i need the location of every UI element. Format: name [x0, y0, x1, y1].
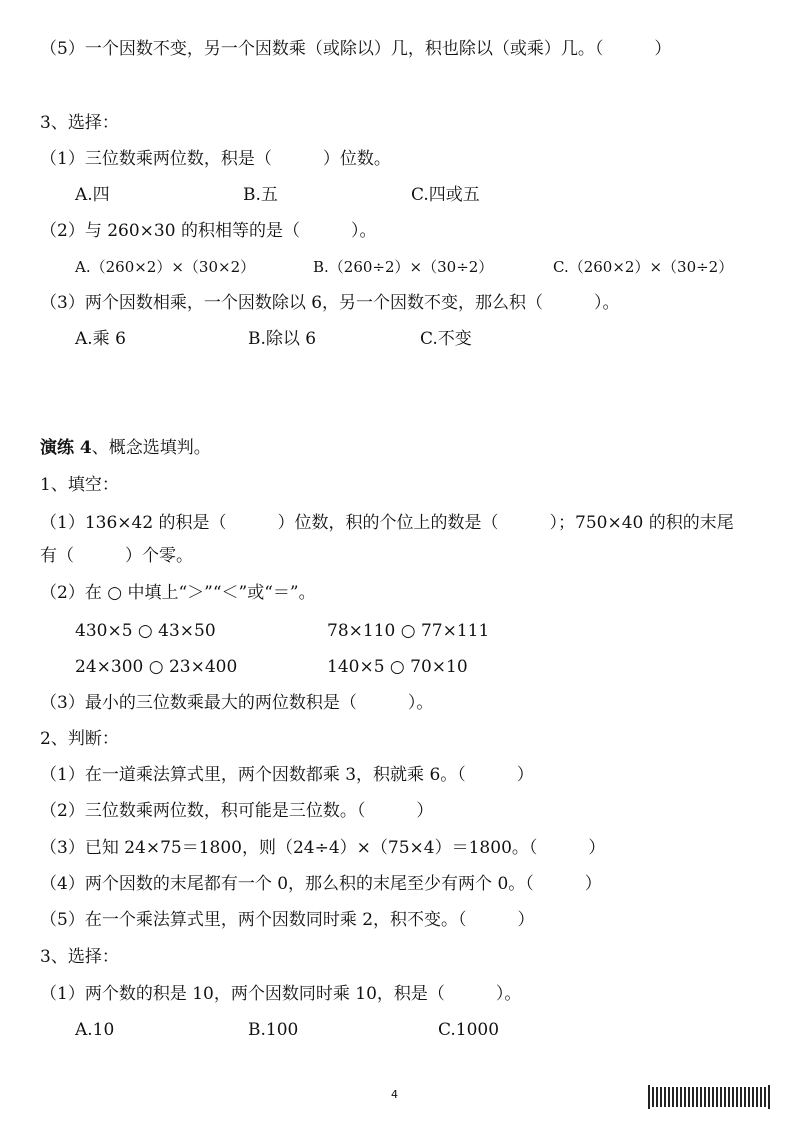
choice-question-1: （1）三位数乘两位数，积是（ ）位数。: [40, 149, 391, 169]
judge-item-4: （4）两个因数的末尾都有一个 0，那么积的末尾至少有两个 0。（ ）: [40, 874, 602, 894]
drill-heading: [40, 437, 211, 459]
fill-question-1-continued: 有（ ）个零。: [40, 546, 193, 566]
compare-item: 78×110 ○ 77×111: [327, 621, 490, 641]
section-judge-heading: 2、判断：: [40, 729, 119, 749]
choice-option-c: C.（260×2）×（30÷2）: [553, 258, 734, 276]
page-number: 4: [391, 1088, 398, 1101]
choice-option-a: A.四: [75, 185, 110, 205]
fill-question-2: （2）在 ○ 中填上“＞”“＜”或“＝”。: [40, 583, 316, 603]
barcode-mark-icon: [648, 1085, 770, 1109]
choice-question-2: （2）与 260×30 的积相等的是（ ）。: [40, 221, 377, 241]
section-choice-heading: 3、选择：: [40, 947, 119, 967]
choice-option-c: C.不变: [420, 329, 472, 349]
judge-item-5: （5）在一个乘法算式里，两个因数同时乘 2，积不变。（ ）: [40, 910, 535, 930]
choice-option-c: C.四或五: [411, 185, 480, 205]
fill-question-3: （3）最小的三位数乘最大的两位数积是（ ）。: [40, 693, 434, 713]
judge-item-5: （5）一个因数不变，另一个因数乘（或除以）几，积也除以（或乘）几。（ ）: [40, 39, 672, 59]
section-choice-heading: 3、选择：: [40, 113, 119, 133]
choice-question-3: （3）两个因数相乘，一个因数除以 6，另一个因数不变，那么积（ ）。: [40, 293, 620, 313]
section-fill-heading: 1、填空：: [40, 475, 119, 495]
drill-title: 、概念选填判。: [91, 438, 211, 458]
drill-number: 演练 4: [40, 438, 92, 458]
choice-option-b: B.除以 6: [248, 329, 317, 349]
choice-option-a: A.10: [75, 1020, 115, 1040]
choice-question-1: （1）两个数的积是 10，两个因数同时乘 10，积是（ ）。: [40, 984, 522, 1004]
choice-option-a: A.乘 6: [75, 329, 126, 349]
compare-item: 140×5 ○ 70×10: [327, 657, 468, 677]
compare-item: 430×5 ○ 43×50: [75, 621, 216, 641]
choice-option-b: B.五: [243, 185, 278, 205]
choice-option-b: B.100: [248, 1020, 299, 1040]
choice-option-b: B.（260÷2）×（30÷2）: [313, 258, 494, 276]
compare-item: 24×300 ○ 23×400: [75, 657, 238, 677]
judge-item-1: （1）在一道乘法算式里，两个因数都乘 3，积就乘 6。（ ）: [40, 765, 534, 785]
choice-option-c: C.1000: [438, 1020, 500, 1040]
judge-item-3: （3）已知 24×75＝1800，则（24÷4）×（75×4）＝1800。（ ）: [40, 838, 606, 858]
fill-question-1: （1）136×42 的积是（ ）位数，积的个位上的数是（ ）；750×40 的积的末尾: [40, 513, 734, 533]
judge-item-2: （2）三位数乘两位数，积可能是三位数。（ ）: [40, 801, 434, 821]
choice-option-a: A.（260×2）×（30×2）: [75, 258, 256, 276]
